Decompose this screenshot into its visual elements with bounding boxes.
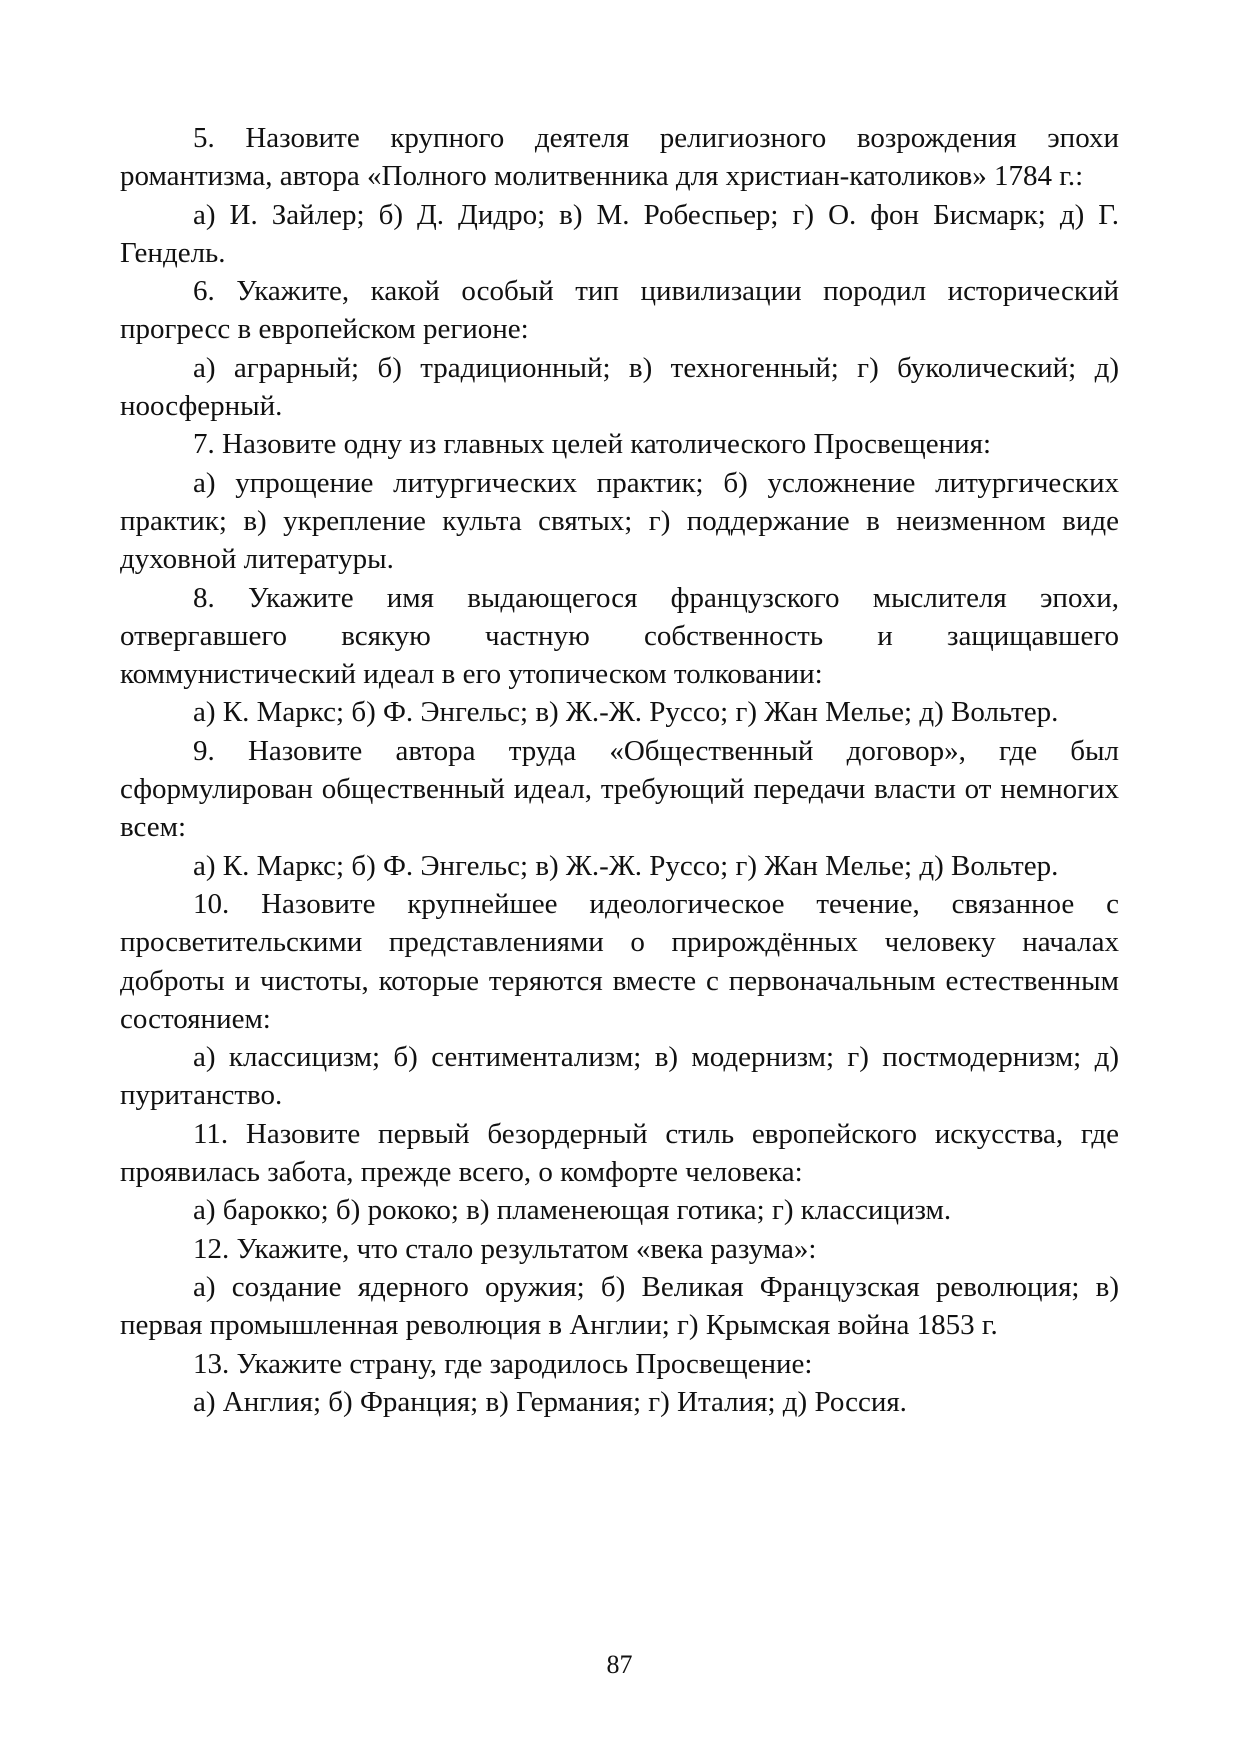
- answers-13: а) Англия; б) Франция; в) Германия; г) Италия; д) Россия.: [193, 1385, 907, 1418]
- question-12: 12. Укажите, что стало результатом «века разума»:: [193, 1232, 817, 1265]
- question-10: 10. Назовите крупнейшее идеологическое течение, связанное с просветительскими представлениями о прирождённых человеку началах доброты и чистоты, которые теряются вместе с первоначальным естественным состоянием:: [120, 887, 1119, 1035]
- answers-8: а) К. Маркс; б) Ф. Энгельс; в) Ж.-Ж. Руссо; г) Жан Мелье; д) Вольтер.: [193, 696, 1059, 729]
- question-8: 8. Укажите имя выдающегося французского мыслителя эпохи, отвергавшего всякую частную собственность и защищавшего коммунистический идеал в его утопическом толковании:: [120, 581, 1119, 691]
- answers-5: а) И. Зайлер; б) Д. Дидро; в) М. Робеспьер; г) О. фон Бисмарк; д) Г. Гендель.: [120, 198, 1119, 269]
- question-5: 5. Назовите крупного деятеля религиозного возрождения эпохи романтизма, автора «Полного молитвенника для христиан-католиков» 1784 г.:: [120, 122, 1119, 193]
- question-11: 11. Назовите первый безордерный стиль европейского искусства, где проявилась забота, прежде всего, о комфорте человека:: [120, 1117, 1119, 1189]
- answers-12: а) создание ядерного оружия; б) Великая Французская революция; в) первая промышленная революция в Англии; г) Крымская война 1853 г.: [120, 1270, 1119, 1342]
- page-number: 87: [606, 1650, 633, 1679]
- answers-9: а) К. Маркс; б) Ф. Энгельс; в) Ж.-Ж. Руссо; г) Жан Мелье; д) Вольтер.: [193, 849, 1059, 882]
- question-6: 6. Укажите, какой особый тип цивилизации породил исторический прогресс в европейском регионе:: [120, 275, 1119, 346]
- answers-7: а) упрощение литургических практик; б) усложнение литургических практик; в) укрепление культа святых; г) поддержание в неизменном виде духовной литературы.: [120, 466, 1119, 576]
- question-9: 9. Назовите автора труда «Общественный договор», где был сформулирован общественный идеал, требующий передачи власти от немногих всем:: [120, 734, 1119, 844]
- question-13: 13. Укажите страну, где зародилось Просвещение:: [193, 1347, 813, 1380]
- answers-10: а) классицизм; б) сентиментализм; в) модернизм; г) постмодернизм; д) пуританство.: [120, 1041, 1119, 1112]
- answers-6: а) аграрный; б) традиционный; в) техногенный; г) буколический; д) ноосферный.: [120, 351, 1119, 423]
- page-body: [120, 119, 1119, 1421]
- question-7: 7. Назовите одну из главных целей католического Просвещения:: [193, 428, 992, 461]
- answers-11: а) барокко; б) рококо; в) пламенеющая готика; г) классицизм.: [193, 1194, 952, 1227]
